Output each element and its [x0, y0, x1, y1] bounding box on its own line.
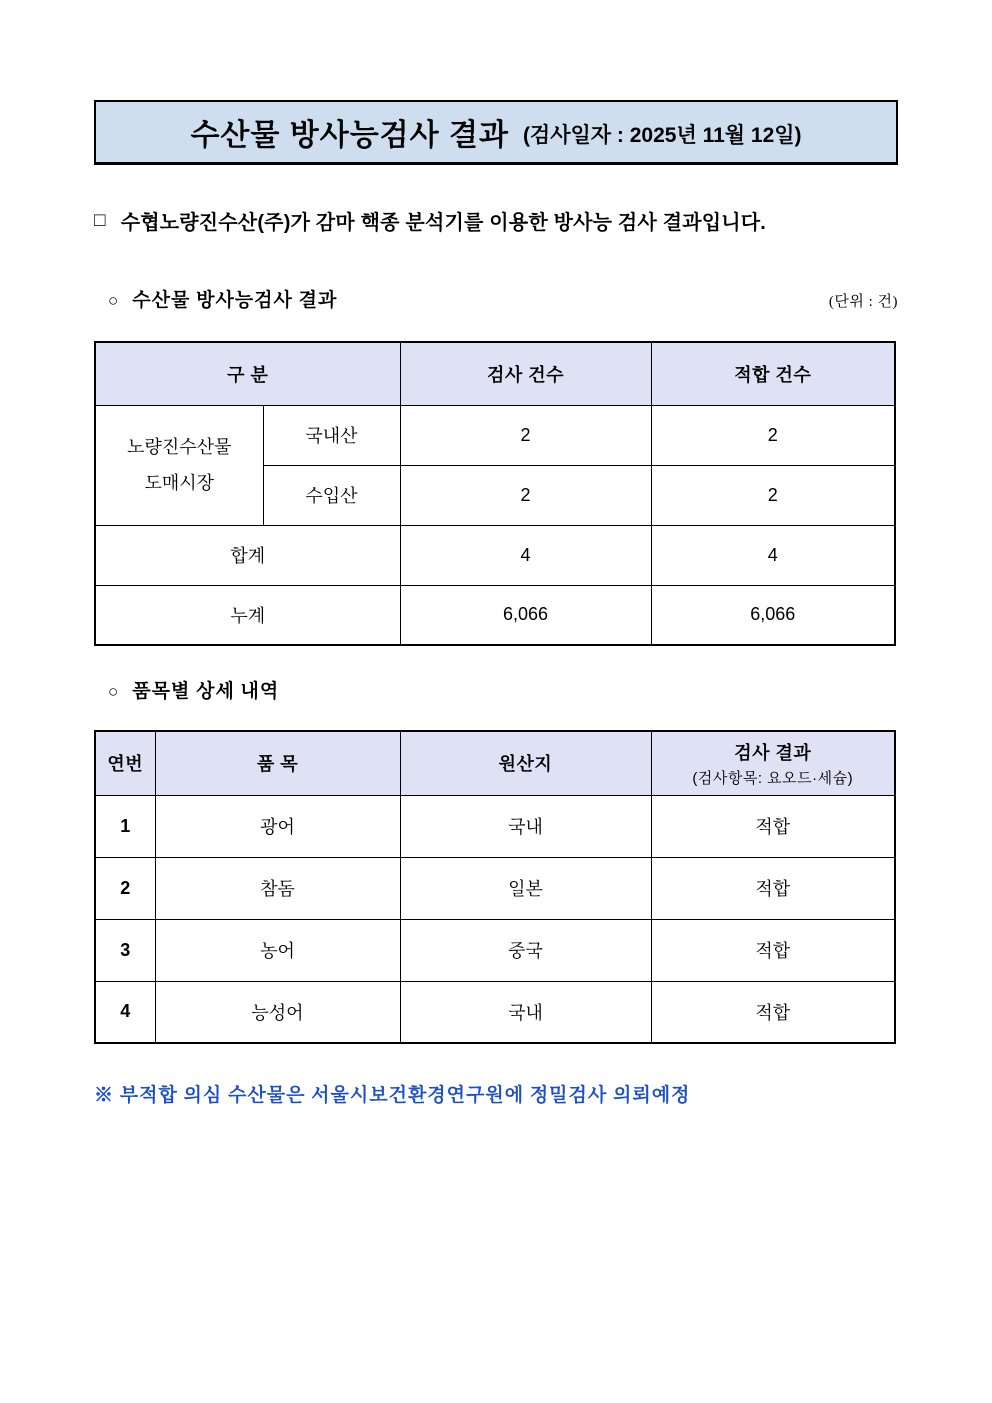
- total-passed-count: 4: [651, 525, 895, 585]
- document-page: [94, 0, 898, 1107]
- detail-table: [94, 730, 896, 1044]
- notice-text: 수협노량진수산(주)가 감마 핵종 분석기를 이용한 방사능 검사 결과입니다.: [120, 212, 767, 234]
- market-group-label: [95, 405, 263, 525]
- column-header-result: [651, 731, 895, 795]
- item-result: 적합: [651, 857, 895, 919]
- cumulative-passed-count: 6,066: [651, 585, 895, 645]
- item-origin: 일본: [400, 857, 651, 919]
- column-header-origin: 원산지: [400, 731, 651, 795]
- column-header-tested-count: 검사 건수: [400, 342, 651, 405]
- item-result: 적합: [651, 795, 895, 857]
- item-name: 능성어: [155, 981, 400, 1043]
- detail-table-header-row: [95, 731, 895, 795]
- item-name: 광어: [155, 795, 400, 857]
- market-name-line2: 도매시장: [144, 473, 215, 493]
- column-header-no: 연번: [95, 731, 155, 795]
- circle-bullet-icon: ○: [108, 291, 120, 310]
- item-origin: 중국: [400, 919, 651, 981]
- result-header-subtitle: (검사항목: 요오드·세슘): [692, 769, 854, 787]
- domestic-tested-count: 2: [400, 405, 651, 465]
- title-banner: [94, 100, 898, 164]
- table-row: [95, 857, 895, 919]
- total-row: [95, 525, 895, 585]
- item-origin: 국내: [400, 981, 651, 1043]
- cumulative-row: [95, 585, 895, 645]
- item-result: 적합: [651, 919, 895, 981]
- inspection-date-label: (검사일자 : 2025년 11월 12일): [522, 124, 802, 147]
- row-number: 2: [95, 857, 155, 919]
- result-header-title: 검사 결과: [734, 742, 812, 763]
- cumulative-tested-count: 6,066: [400, 585, 651, 645]
- imported-passed-count: 2: [651, 465, 895, 525]
- total-tested-count: 4: [400, 525, 651, 585]
- table-row: [95, 795, 895, 857]
- item-name: 농어: [155, 919, 400, 981]
- row-number: 1: [95, 795, 155, 857]
- footnote-text: ※ 부적합 의심 수산물은 서울시보건환경연구원에 정밀검사 의뢰예정: [94, 1085, 691, 1106]
- column-header-item: 품 목: [155, 731, 400, 795]
- table-row: [95, 981, 895, 1043]
- summary-table: [94, 341, 896, 646]
- item-result: 적합: [651, 981, 895, 1043]
- row-number: 4: [95, 981, 155, 1043]
- unit-label: (단위 : 건): [828, 294, 898, 310]
- domestic-passed-count: 2: [651, 405, 895, 465]
- origin-imported-label: 수입산: [263, 465, 400, 525]
- item-name: 참돔: [155, 857, 400, 919]
- table-row: [95, 405, 895, 465]
- detail-heading-text: 품목별 상세 내역: [132, 681, 280, 702]
- cumulative-label: 누계: [95, 585, 400, 645]
- item-origin: 국내: [400, 795, 651, 857]
- market-name-line1: 노량진수산물: [127, 437, 232, 457]
- column-header-category: 구 분: [95, 342, 400, 405]
- total-label: 합계: [95, 525, 400, 585]
- summary-section-heading: [94, 285, 898, 312]
- imported-tested-count: 2: [400, 465, 651, 525]
- summary-heading-text: 수산물 방사능검사 결과: [132, 290, 338, 311]
- origin-domestic-label: 국내산: [263, 405, 400, 465]
- detail-section-heading: [94, 676, 898, 703]
- square-bullet-icon: □: [94, 210, 106, 231]
- notice-line: [94, 206, 898, 235]
- table-row: [95, 919, 895, 981]
- row-number: 3: [95, 919, 155, 981]
- summary-table-header-row: [95, 342, 895, 405]
- column-header-passed-count: 적합 건수: [651, 342, 895, 405]
- document-title: 수산물 방사능검사 결과: [190, 119, 509, 152]
- circle-bullet-icon: ○: [108, 682, 120, 701]
